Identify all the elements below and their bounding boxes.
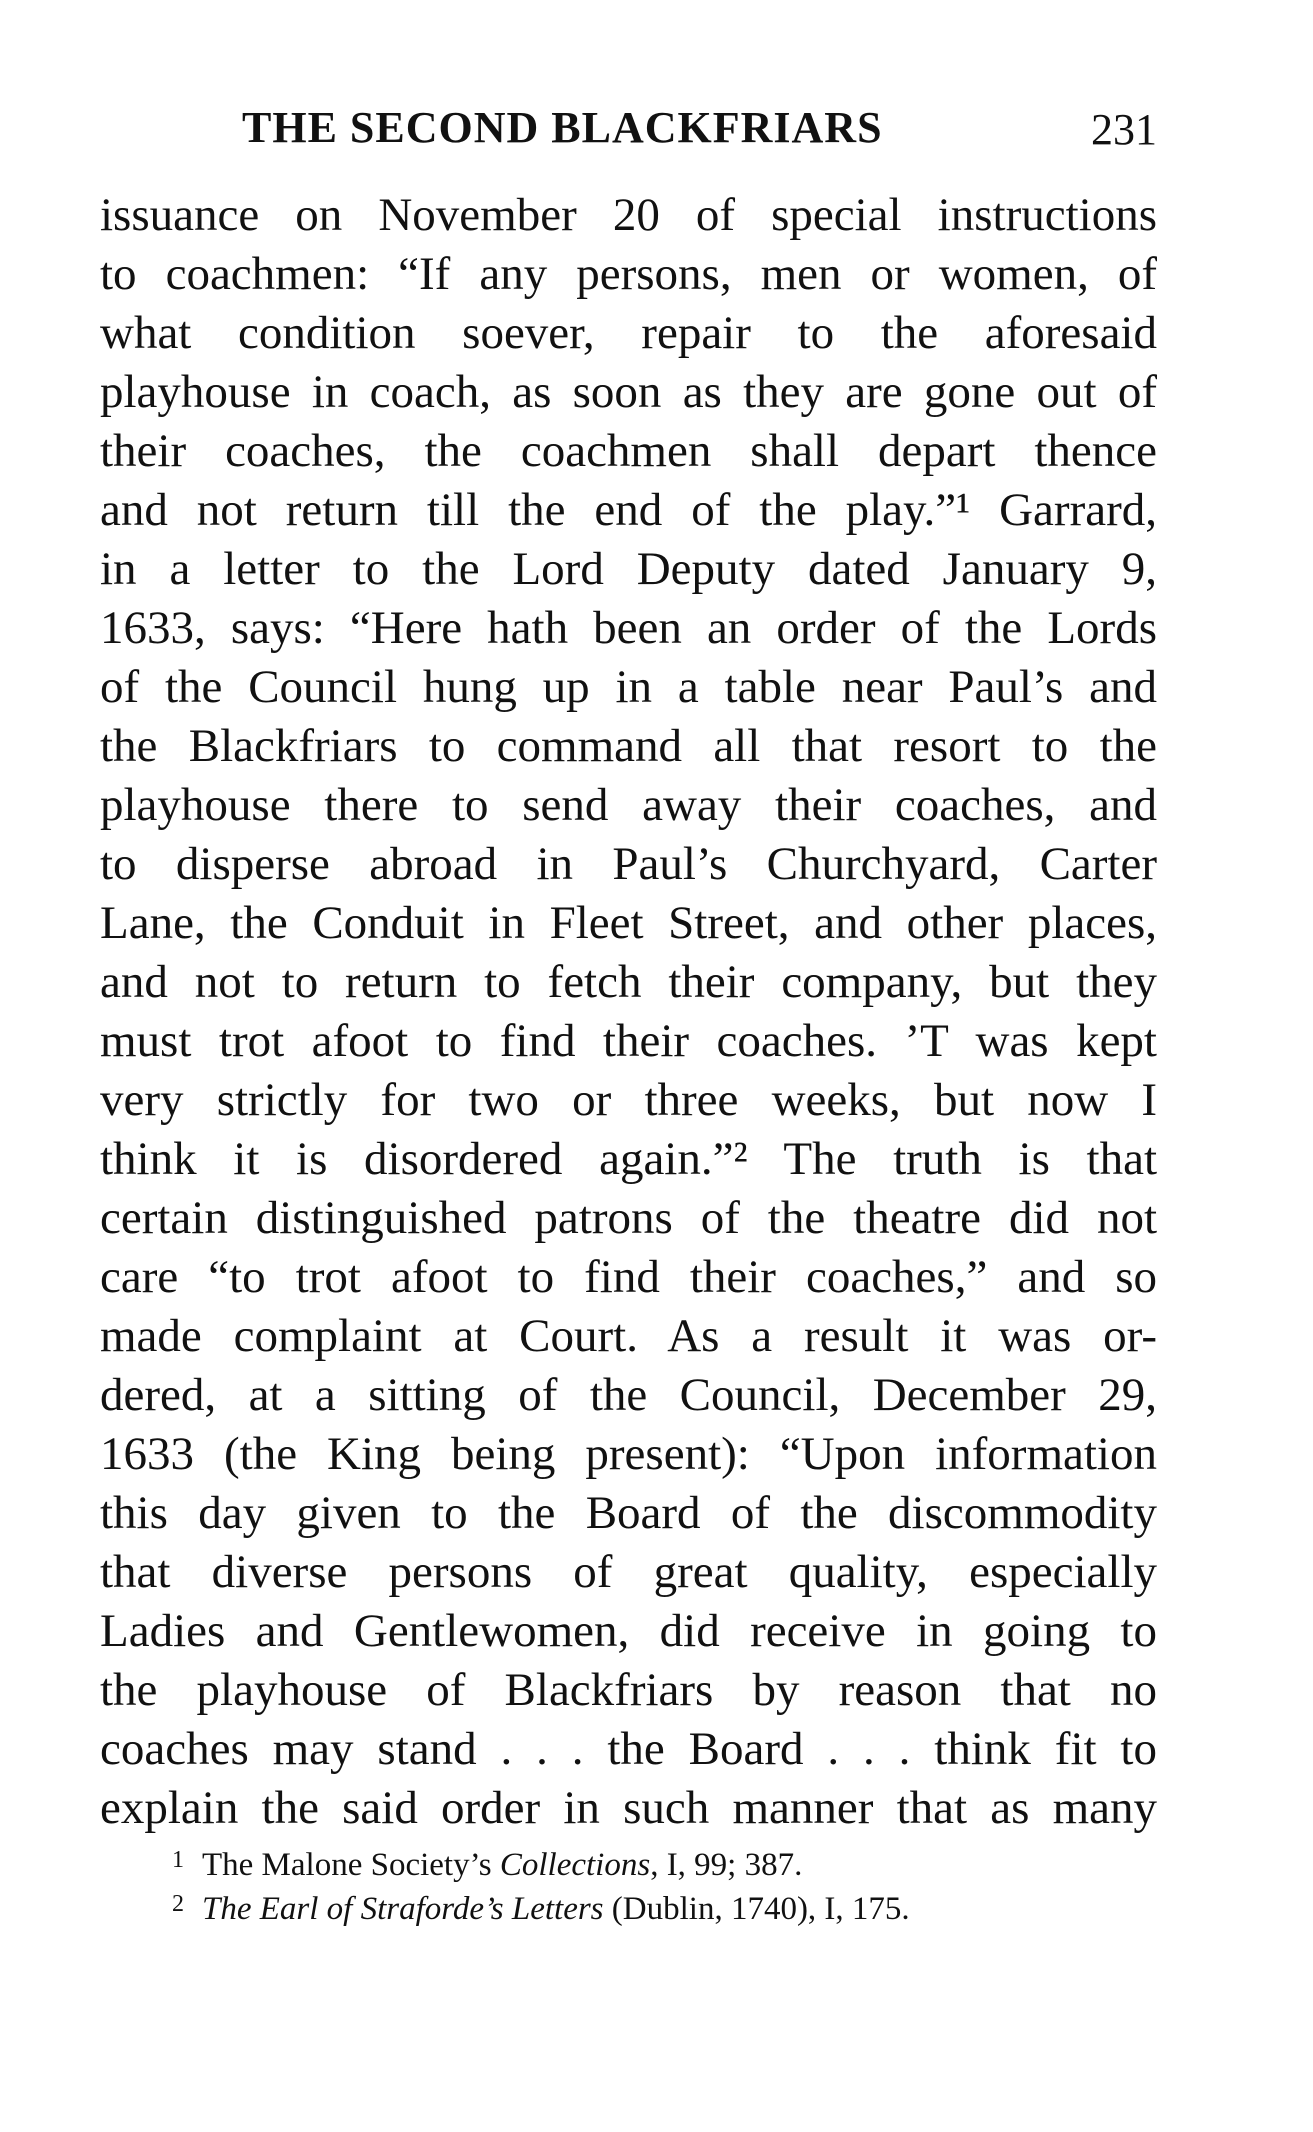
text-line: the Blackfriars to command all that resort to the	[100, 720, 1157, 772]
text-line: that diverse persons of great quality, especially	[100, 1546, 1157, 1598]
footnote-1	[172, 1838, 1072, 1882]
footnote-number: 2	[172, 1891, 184, 1917]
text-line: Ladies and Gentlewomen, did receive in going to	[100, 1605, 1157, 1657]
text-line: must trot afoot to find their coaches. ’T was kept	[100, 1015, 1157, 1067]
text-line: in a letter to the Lord Deputy dated January 9,	[100, 543, 1157, 595]
body-text	[100, 186, 1157, 1838]
footnote-2	[172, 1882, 1072, 1926]
text-line: made complaint at Court. As a result it was or-	[100, 1310, 1157, 1362]
text-line: dered, at a sitting of the Council, December 29,	[100, 1369, 1157, 1421]
text-line: Lane, the Conduit in Fleet Street, and other places,	[100, 897, 1157, 949]
running-title: THE SECOND BLACKFRIARS	[242, 103, 883, 152]
text-line: of the Council hung up in a table near Paul’s and	[100, 661, 1157, 713]
text-line: think it is disordered again.”² The truth is that	[100, 1133, 1157, 1185]
text-line: their coaches, the coachmen shall depart thence	[100, 425, 1157, 477]
text-line: and not return till the end of the play.”¹ Garrard,	[100, 484, 1157, 536]
text-line: 1633, says: “Here hath been an order of the Lords	[100, 602, 1157, 654]
footnote-text: The Malone Society’s	[202, 1847, 500, 1883]
running-head	[100, 100, 1157, 160]
text-line: playhouse in coach, as soon as they are gone out of	[100, 366, 1157, 418]
text-line: explain the said order in such manner that as many	[100, 1782, 1157, 1834]
text-line: coaches may stand . . . the Board . . . think fit to	[100, 1723, 1157, 1775]
text-line: what condition soever, repair to the aforesaid	[100, 307, 1157, 359]
text-line: 1633 (the King being present): “Upon information	[100, 1428, 1157, 1480]
text-line: to coachmen: “If any persons, men or women, of	[100, 248, 1157, 300]
footnote-number: 1	[172, 1847, 184, 1873]
text-line: playhouse there to send away their coaches, and	[100, 779, 1157, 831]
text-line: and not to return to fetch their company, but they	[100, 956, 1157, 1008]
footnote-citation: , I, 99; 387.	[650, 1847, 803, 1883]
footnote-italic-title: The Earl of Straforde’s Letters	[202, 1891, 604, 1927]
text-line: the playhouse of Blackfriars by reason that no	[100, 1664, 1157, 1716]
text-line: issuance on November 20 of special instructions	[100, 189, 1157, 241]
footnote-citation: (Dublin, 1740), I, 175.	[603, 1891, 910, 1927]
text-line: very strictly for two or three weeks, but now I	[100, 1074, 1157, 1126]
text-line: this day given to the Board of the discommodity	[100, 1487, 1157, 1539]
text-line: certain distinguished patrons of the theatre did not	[100, 1192, 1157, 1244]
page-number: 231	[1091, 105, 1157, 154]
text-line: care “to trot afoot to find their coaches,” and so	[100, 1251, 1157, 1303]
footnote-italic-title: Collections	[499, 1847, 651, 1883]
footnotes	[172, 1838, 1072, 1926]
text-line: to disperse abroad in Paul’s Churchyard, Carter	[100, 838, 1157, 890]
